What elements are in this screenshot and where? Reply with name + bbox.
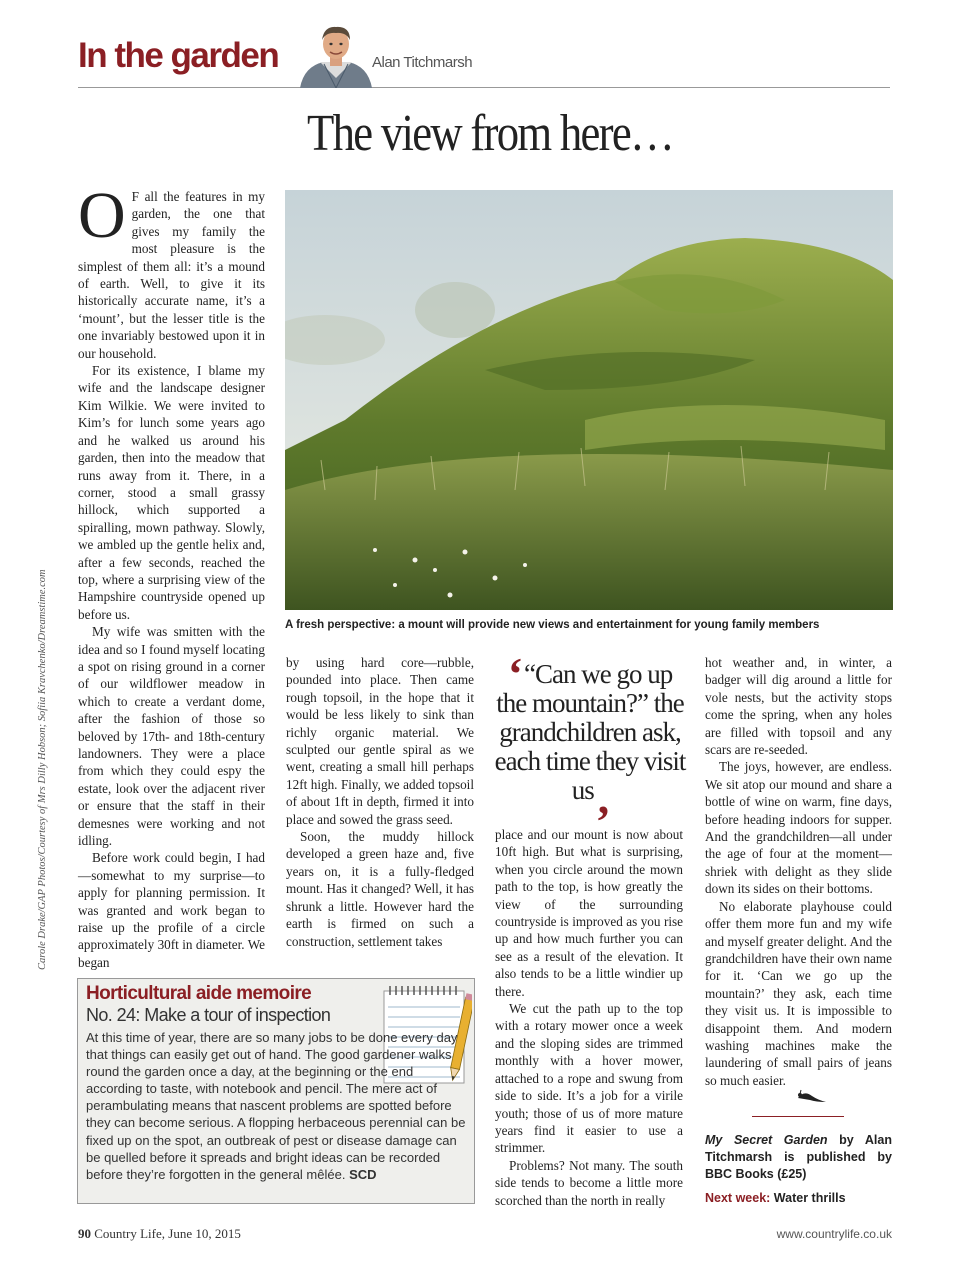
open-quote-mark-icon: ‘ [507, 648, 523, 699]
book-publisher: by Alan Titchmarsh is published by BBC Books (£25) [705, 1133, 892, 1181]
photo-caption: A fresh perspective: a mount will provide new views and entertainment for young family members [285, 619, 820, 631]
footer-page-info [78, 1226, 241, 1242]
article-column-2 [286, 654, 474, 950]
magazine-issue: Country Life, June 10, 2015 [94, 1226, 241, 1241]
article-paragraph: by using hard core—rubble, pounded into place. Then came rough topsoil, in the hope that it would be less likely to sink than richly organic material. We sculpted our gentle spiral as we went, creating a small hill perhaps 12ft high. Finally, we added topsoil of about 1ft in depth, firmed it into place and sowed the grass seed. [286, 655, 474, 827]
aide-memoire-signoff: SCD [349, 1166, 377, 1182]
headline: The view from here… [307, 105, 673, 162]
divider-rule [752, 1116, 844, 1117]
article-paragraph: My wife was smitten with the idea and so I found myself locating a spot on rising ground in a corner of our wildflower meadow in which to create a verdant dome, after the fashion of those so beloved by 17th- and 18th-century landowners. They were a place from which they could espy the estate, look over the adjacent river or ensure that the staff in their demesnes were working and not idling. [78, 624, 265, 849]
book-credit [705, 1132, 892, 1183]
article-paragraph: Soon, the muddy hillock developed a green haze and, five years on, it is a fully-fledged mount. Has it changed? Well, it has shrunk a little. However hard the earth is firmed on such a construction, settlement takes [286, 829, 474, 949]
section-header [78, 28, 890, 88]
pull-quote [492, 648, 688, 823]
article-column-4 [705, 654, 892, 1089]
article-paragraph: For its existence, I blame my wife and the landscape designer Kim Wilkie. We were invited to Kim’s for lunch some years ago and he walked us around his garden, then into the meadow that runs away from it. There, in a corner, stood a small grassy hillock, which supported a spiralling, mown pathway. Slowly, we ambled up the gentle helix and, after a few seconds, reached the top, where a surprising view of the Hampshire countryside opened up before us. [78, 363, 265, 622]
footer-url[interactable]: www.countrylife.co.uk [776, 1227, 892, 1241]
author-portrait-icon [294, 22, 378, 88]
book-title: My Secret Garden [705, 1133, 828, 1147]
article-column-3 [495, 826, 683, 1209]
article-paragraph: The joys, however, are endless. We sit atop our mound and share a bottle of wine on warm, fine days, before heading indoors for supper. And the grandchildren—all under the age of four at the moment—shriek with delight as they slide down its sides on their bottoms. [705, 759, 892, 897]
photo-credit-text: Carole Drake/GAP Photos/Courtesy of Mrs Dilly Hobson; Sofiia Kravchenko/Dreamstime.com [37, 569, 48, 970]
article-paragraph: No elaborate playhouse could offer them more fun and my wife and myself greater delight. And the grandchildren have their own name for it. ‘Can we go up the mountain?’ they ask, each time they visit us. It is impossible to disappoint them. And modern washing machines make the laundering of small pairs of jeans so much easier. [705, 898, 892, 1088]
aide-memoire-text: At this time of year, there are so many jobs to be done every day that things can easily get out of hand. The good gardener walks round the garden once a day, at the beginning or the end according to taste, with notebook and pencil. The mere act of perambulating means that nascent problems are spotted before they can become serious. A flopping herbaceous perennial can be fixed up on the spot, an outbreak of pest or disease damage can be quelled before it spreads and bright ideas can be recorded before they’re forgotten in the general mêlée. [86, 1030, 466, 1182]
next-week [705, 1191, 846, 1205]
page-number: 90 [78, 1226, 91, 1241]
aide-memoire-title: Horticultural aide memoire [86, 983, 312, 1004]
peacock-end-mark-icon [796, 1086, 828, 1104]
article-paragraph: hot weather and, in winter, a badger will dig around a little for vole nests, but the activity stops come the spring, when any holes are filled with topsoil and any scars are re-seeded. [705, 655, 892, 758]
article-paragraph: Before work could begin, I had—somewhat to my surprise—to apply for planning permission. It was granted and work began to raise up the profile of a circle approximately 30ft in diameter. We began [78, 850, 265, 970]
article-paragraph: Problems? Not many. The south side tends to become a little more scorched than the north in really [495, 1157, 683, 1208]
article-paragraph: F all the features in my garden, the one that gives my family the most pleasure is the simplest of them all: it’s a mound of earth. Well, to give it its historically accurate name, it’s a ‘mount’, but the lesser title is the one invariably bestowed upon it in our household. [78, 189, 265, 361]
garden-mount-photo [285, 190, 893, 610]
article-column-1 [78, 179, 265, 971]
next-week-label: Next week: [705, 1191, 771, 1205]
photo-credit [30, 480, 46, 970]
close-quote-mark-icon: , [597, 772, 609, 823]
author-name: Alan Titchmarsh [372, 54, 473, 71]
pull-quote-text: “Can we go up the mountain?” the grandchildren ask, each time they visit us [494, 659, 686, 805]
aide-memoire-body [86, 1029, 470, 1183]
article-paragraph: We cut the path up to the top with a rotary mower once a week and the sloping sides are trimmed monthly with a hover mower, attached to a rope and swung from side to side. It’s a job for a virile youth; those of us of more mature years find it easier to use a strimmer. [495, 1001, 683, 1156]
next-week-value: Water thrills [773, 1191, 846, 1205]
section-title: In the garden [78, 36, 279, 75]
article-paragraph: place and our mount is now about 10ft high. But what is surprising, when you circle around the mown path to the top, is how greatly the view of the surrounding countryside is improved as you rise up and how much further you can see as a result of the elevation. It also tends to be a little windier up there. [495, 827, 683, 999]
aide-memoire-box [77, 978, 475, 1204]
drop-cap: O [78, 179, 126, 252]
aide-memoire-subtitle: No. 24: Make a tour of inspection [86, 1005, 331, 1025]
